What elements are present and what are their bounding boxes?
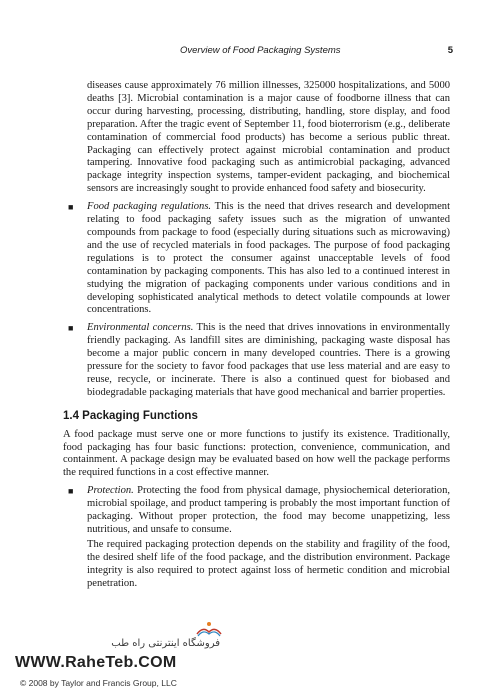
continued-paragraph: diseases cause approximately 76 million illnesses, 325000 hospitalizations, and 5000 deaths [3]. Microbial contamination is a major cause of foodborne illness that can occur during harvesting, processing, distributing, handling, store display, and food preparation. After the tragic event of September 11, food bioterrorism (e.g., deliberate contamination of commercial food products) has become a serious public threat. Packaging can effectively protect against microbial contamination and product tampering. Innovative food packaging such as antimicrobial packaging, advanced package integrity inspection systems, tamper-evident packaging, and biochemical sensors are increasingly sought to provide enhanced food safety and biosecurity. (87, 80, 450, 195)
bullet-term: Protection. (87, 485, 134, 497)
watermark-url: WWW.RaheTeb.COM (15, 654, 177, 671)
bullet-text: This is the need that drives research and development relating to food packaging safety issues such as the migration of unwanted compounds from package to food (especially during situations such as microwaving) and the use of recycled materials in food packages. The purpose of food packaging regulations is to protect the consumer against unacceptable levels of food contamination by packaging components. This has also led to a continued interest in studying the migration of packaging components under various conditions and in developing sophisticated analytical methods to detect volatile compounds at lower concentrations. (87, 201, 450, 316)
section-paragraph: A food package must serve one or more functions to justify its existence. Traditionally, food packaging has four basic functions: protection, convenience, communication, and containment. A package design may be evaluated based on how well the package performs the required functions in a cost effective manner. (63, 428, 450, 479)
copyright-footer: © 2008 by Taylor and Francis Group, LLC (20, 678, 177, 688)
bullet-square-icon: ■ (68, 486, 74, 497)
bullet-square-icon: ■ (68, 202, 74, 213)
running-head-title: Overview of Food Packaging Systems (180, 45, 341, 56)
bullet-square-icon: ■ (68, 323, 74, 334)
bullet-text: Protecting the food from physical damage, physiochemical deterioration, microbial spoilage, and product tampering is probably the most important function of packaging. Without proper protection, the food may become unappetizing, less nutritious, and unsafe to consume. (87, 485, 450, 535)
watermark-persian-text: فروشگاه اینترنتی راه طب (111, 638, 220, 649)
section-heading: 1.4 Packaging Functions (63, 409, 198, 422)
running-head (0, 45, 500, 59)
watermark (0, 620, 230, 670)
bullet-term: Environmental concerns. (87, 322, 194, 334)
page-number: 5 (447, 45, 453, 56)
bullet-item-environmental (63, 322, 450, 399)
bullet-item-regulations (63, 201, 450, 317)
bullet-text: This is the need that drives innovations in environmentally friendly packaging. As landfill sites are diminishing, packaging waste disposal has become a major public concern in many developed countries. There is a growing pressure for the society to favor food packages that use less material and are easy to reuse, recycle, or incinerate. There is also a continued quest for biobased and biodegradable packaging materials that have good mechanical and barrier properties. (87, 322, 450, 398)
bullet-item-protection (63, 485, 450, 537)
book-logo-icon (195, 620, 223, 638)
page-body (63, 80, 450, 591)
bullet-term: Food packaging regulations. (87, 201, 212, 213)
bullet-continuation: The required packaging protection depends on the stability and fragility of the food, the desired shelf life of the food package, and the distribution environment. Package integrity is also required to protect against loss of hermetic condition and microbial penetration. (87, 538, 450, 589)
